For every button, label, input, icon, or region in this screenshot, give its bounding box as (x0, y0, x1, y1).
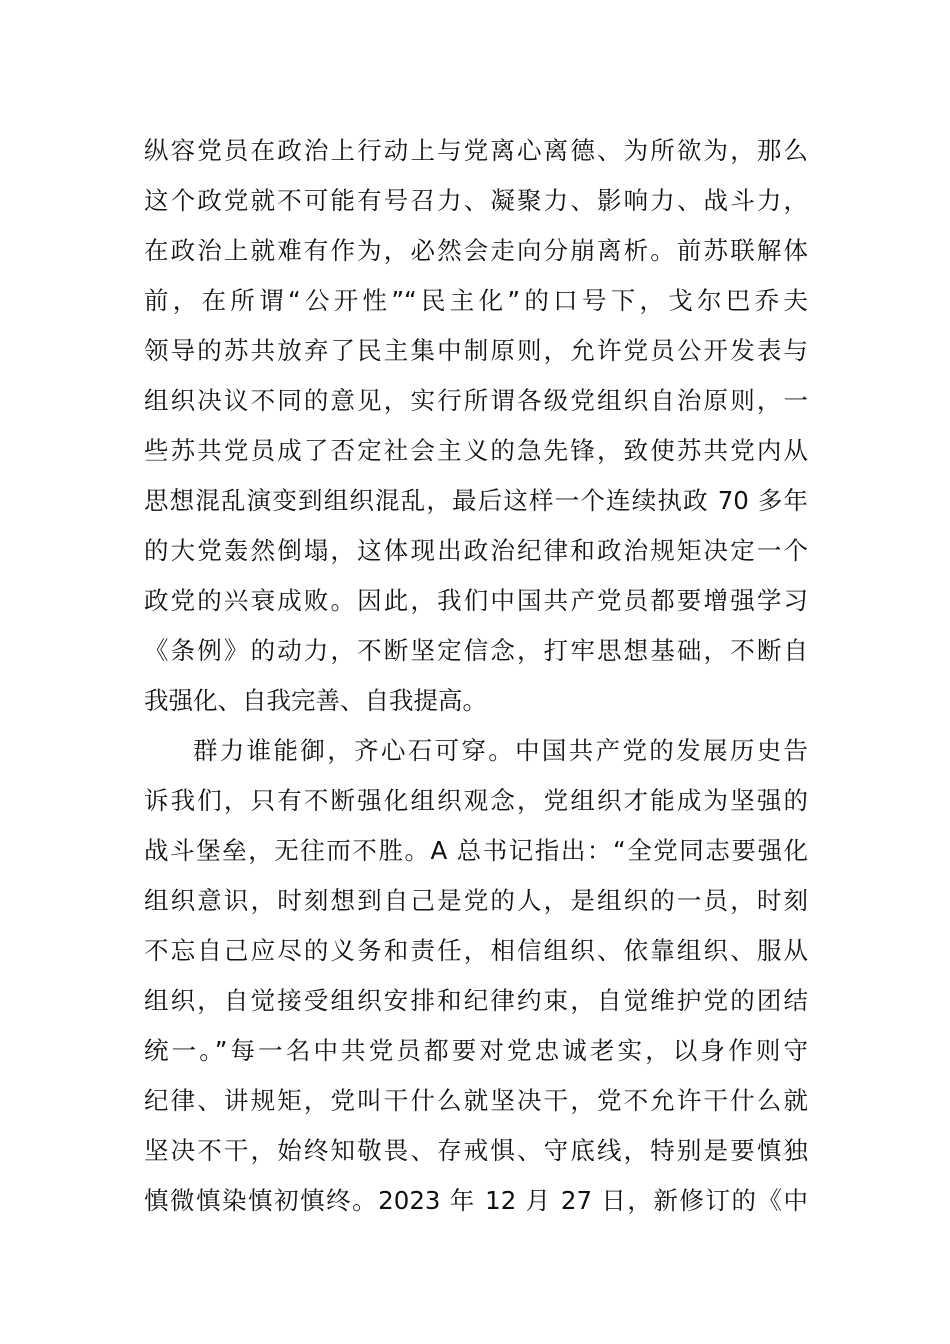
text-line: 组织决议不同的意见，实行所谓各级党组织自治原则，一 (144, 386, 808, 415)
text-line: 组织意识，时刻想到自己是党的人，是组织的一员，时刻 (144, 886, 808, 915)
text-line: 群力谁能御，齐心石可穿。中国共产党的发展历史告 (193, 736, 808, 765)
text-line: 纪律、讲规矩，党叫干什么就坚决干，党不允许干什么就 (144, 1086, 808, 1115)
text-line: 前，在所谓“公开性”“民主化”的口号下，戈尔巴乔夫 (144, 286, 808, 315)
text-line: 纵容党员在政治上行动上与党离心离德、为所欲为，那么 (144, 136, 808, 165)
text-line: 思想混乱演变到组织混乱，最后这样一个连续执政 70 多年 (144, 486, 808, 515)
text-line: 在政治上就难有作为，必然会走向分崩离析。前苏联解体 (144, 236, 808, 265)
text-line: 坚决不干，始终知敬畏、存戒惧、守底线，特别是要慎独 (144, 1136, 808, 1165)
paragraph-1 (144, 126, 808, 726)
text-line: 不忘自己应尽的义务和责任，相信组织、依靠组织、服从 (144, 936, 808, 965)
text-line: 战斗堡垒，无往而不胜。A 总书记指出：“全党同志要强化 (144, 836, 808, 865)
text-line: 我强化、自我完善、自我提高。 (144, 686, 487, 715)
text-line: 统一。”每一名中共党员都要对党忠诚老实，以身作则守 (144, 1036, 808, 1065)
text-line: 这个政党就不可能有号召力、凝聚力、影响力、战斗力， (144, 186, 808, 215)
text-line: 领导的苏共放弃了民主集中制原则，允许党员公开发表与 (144, 336, 808, 365)
text-line: 组织，自觉接受组织安排和纪律约束，自觉维护党的团结 (144, 986, 808, 1015)
body-text (144, 126, 808, 1226)
text-line: 些苏共党员成了否定社会主义的急先锋，致使苏共党内从 (144, 436, 808, 465)
text-line: 慎微慎染慎初慎终。2023 年 12 月 27 日，新修订的《中 (144, 1186, 808, 1215)
text-line: 的大党轰然倒塌，这体现出政治纪律和政治规矩决定一个 (144, 536, 808, 565)
text-line: 诉我们，只有不断强化组织观念，党组织才能成为坚强的 (144, 786, 808, 815)
text-line: 《条例》的动力，不断坚定信念，打牢思想基础，不断自 (144, 636, 808, 665)
paragraph-2 (144, 726, 808, 1226)
text-line: 政党的兴衰成败。因此，我们中国共产党员都要增强学习 (144, 586, 808, 615)
